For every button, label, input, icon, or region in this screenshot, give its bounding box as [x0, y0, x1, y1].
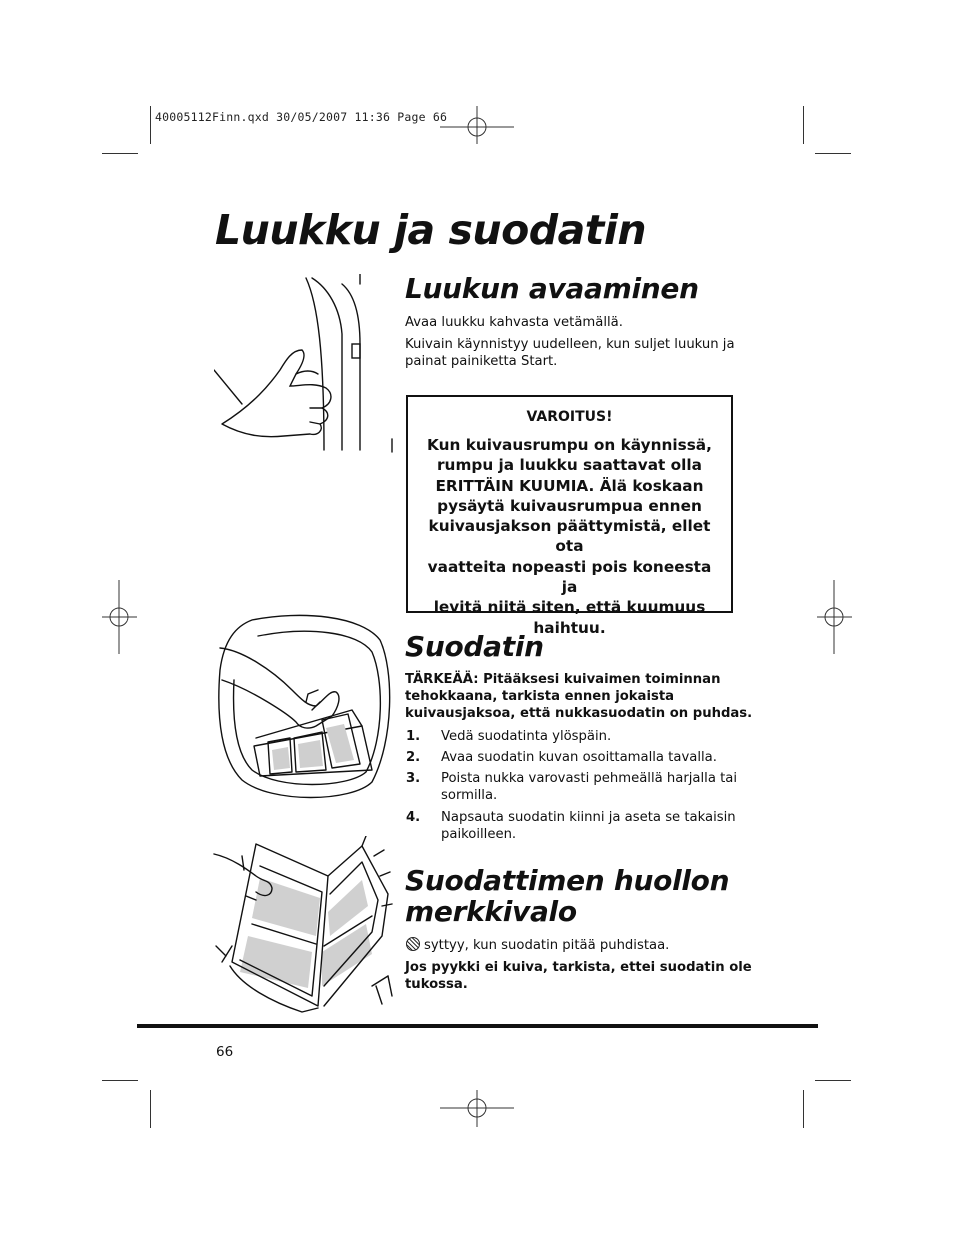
step-text: Vedä suodatinta ylöspäin. — [441, 729, 612, 744]
filter-removal-illustration — [212, 610, 394, 806]
warning-box — [406, 395, 733, 637]
step-text: paikoilleen. — [441, 827, 517, 842]
warning-line: ERITTÄIN KUUMIA. Älä koskaan — [435, 476, 704, 495]
filter-step — [406, 809, 746, 843]
step-number: 1. — [406, 729, 421, 744]
warning-line: rumpu ja luukku saattavat olla — [437, 456, 702, 475]
filter-step — [406, 728, 746, 745]
step-text: Avaa suodatin kuvan osoittamalla tavalla. — [441, 750, 717, 765]
filter-step — [406, 770, 746, 804]
footer-rule — [137, 1024, 818, 1028]
warning-line: haihtuu. — [533, 618, 606, 637]
file-slug: 40005112Finn.qxd 30/05/2007 11:36 Page 66 — [155, 110, 448, 124]
step-text: sormilla. — [441, 788, 498, 803]
indicator-description — [406, 937, 669, 954]
important-line: TÄRKEÄÄ: Pitääksesi kuivaimen toiminnan — [405, 672, 721, 687]
page-title: Luukku ja suodatin — [215, 206, 647, 254]
warning-line: vaatteita nopeasti pois koneesta ja — [427, 557, 712, 597]
step-number: 4. — [406, 810, 421, 825]
filter-step — [406, 749, 746, 766]
step-text: Poista nukka varovasti pehmeällä harjalla tai — [441, 771, 738, 786]
step-number: 2. — [406, 750, 421, 765]
section-heading-filter: Suodatin — [405, 630, 544, 663]
restart-instruction-line1: Kuivain käynnistyy uudelleen, kun suljet luukun ja — [405, 337, 735, 352]
filter-indicator-icon — [406, 937, 420, 951]
important-line: tehokkaana, tarkista ennen jokaista — [405, 689, 675, 704]
heading-line: merkkivalo — [405, 895, 577, 928]
section-heading-indicator — [405, 865, 729, 927]
restart-instruction-line2: painat painiketta Start. — [405, 354, 558, 369]
open-filter-illustration — [212, 836, 394, 1016]
door-instruction: Avaa luukku kahvasta vetämällä. — [405, 315, 623, 330]
page-number: 66 — [216, 1044, 234, 1060]
blocked-filter-note-line2: tukossa. — [405, 977, 468, 992]
heading-line: Suodattimen huollon — [405, 864, 730, 897]
step-number: 3. — [406, 771, 421, 786]
step-text: Napsauta suodatin kiinni ja aseta se takaisin — [441, 810, 736, 825]
warning-title: VAROITUS! — [526, 409, 613, 425]
section-heading-door: Luukun avaaminen — [405, 272, 699, 305]
door-opening-illustration — [214, 274, 394, 454]
warning-line: Kun kuivausrumpu on käynnissä, — [427, 436, 712, 454]
warning-line: pysäytä kuivausrumpua ennen — [437, 496, 702, 515]
warning-text — [418, 435, 721, 638]
blocked-filter-note-line1: Jos pyykki ei kuiva, tarkista, ettei suodatin ole — [405, 960, 752, 975]
warning-line: levitä niitä siten, että kuumuus — [433, 598, 706, 617]
important-line: kuivausjaksoa, että nukkasuodatin on puhdas. — [405, 706, 753, 721]
indicator-text: syttyy, kun suodatin pitää puhdistaa. — [424, 938, 670, 953]
warning-line: kuivausjakson päättymistä, ellet ota — [428, 517, 711, 556]
